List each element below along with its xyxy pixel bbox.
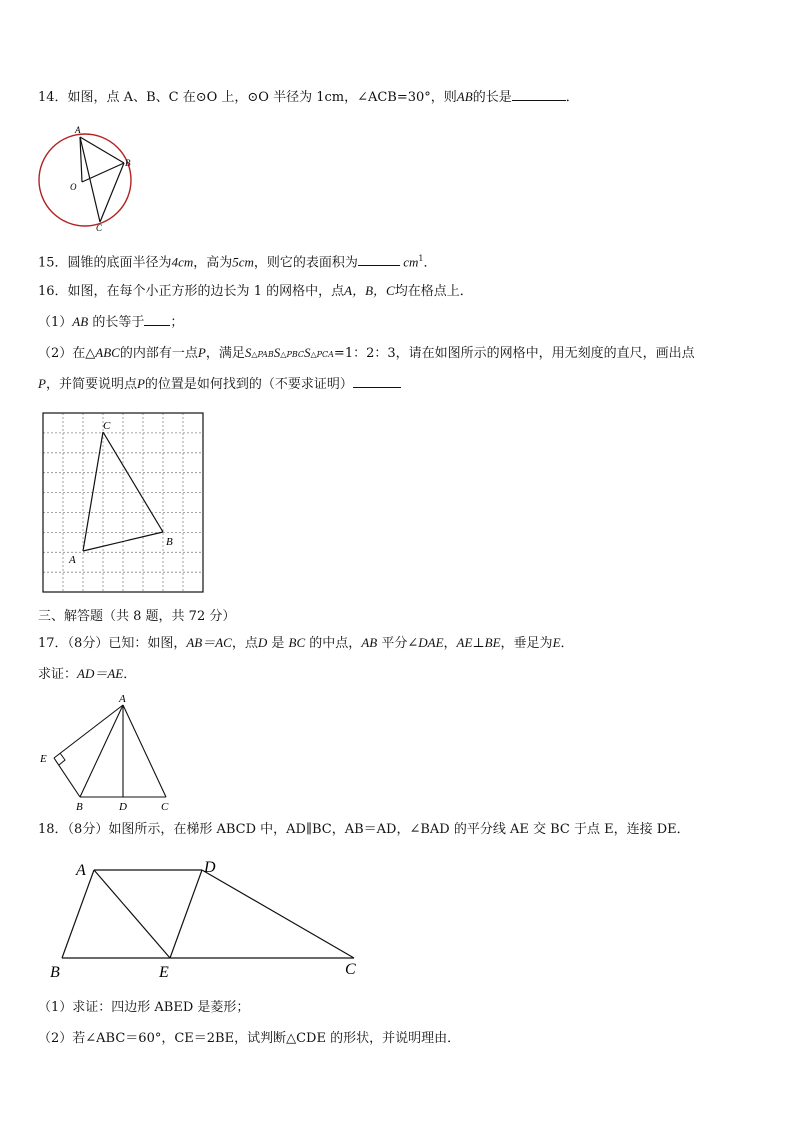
label-b: B	[76, 801, 83, 813]
q17-prove: 求证：AD＝AE．	[38, 666, 137, 682]
label-e: E	[40, 753, 47, 765]
segment-ab	[62, 870, 94, 958]
label-c: C	[96, 223, 103, 233]
label-c: C	[161, 801, 169, 813]
q14-answer-blank[interactable]	[512, 88, 566, 101]
q18-part1: （1）求证：四边形 ABED 是菱形；	[38, 1000, 250, 1015]
segment-de	[170, 870, 202, 958]
label-a: A	[119, 693, 126, 705]
q18-figure	[46, 852, 386, 987]
q16-text: 16．如图，在每个小正方形的边长为 1 的网格中，点A，B，C均在格点上．	[38, 283, 473, 299]
label-o: O	[70, 182, 77, 192]
chord-ac	[80, 137, 100, 222]
label-a: A	[69, 554, 76, 566]
right-angle-mark	[59, 753, 65, 765]
label-a: A	[76, 862, 86, 879]
label-c: C	[103, 420, 111, 432]
label-d: D	[119, 801, 127, 813]
label-b: B	[50, 964, 60, 981]
side-cb	[103, 432, 163, 532]
segment-ab	[80, 705, 123, 797]
label-e: E	[159, 964, 169, 981]
q14-text: 14．如图，点 A、B、C 在⊙O 上，⊙O 半径为 1cm，∠ACB=30°，则AB的长是 ．	[38, 89, 579, 105]
q18-part2: （2）若∠ABC＝60°，CE＝2BE，试判断△CDE 的形状，并说明理由．	[38, 1031, 461, 1046]
q17-figure	[36, 690, 186, 812]
q16-part2: （2）在△ABC的内部有一点P，满足S△PABS△PBCS△PCA=1：2：3，请在如图所示的网格中，用无刻度的直尺，画出点	[38, 345, 695, 361]
label-b: B	[125, 158, 131, 168]
label-b: B	[166, 536, 173, 548]
q16-part1: （1）AB 的长等于 ；	[38, 314, 184, 330]
q18-text: 18．（8分）如图所示，在梯形 ABCD 中，AD∥BC，AB＝AD，∠BAD 的平分线 AE 交 BC 于点 E，连接 DE．	[38, 822, 690, 837]
side-ac	[83, 432, 103, 551]
q15-answer-blank[interactable]	[358, 253, 400, 266]
q16-answer-blank-1[interactable]	[144, 313, 170, 326]
segment-dc	[202, 870, 354, 958]
label-a: A	[75, 125, 81, 135]
section-heading: 三、解答题（共 8 题，共 72 分）	[38, 609, 236, 624]
grid-lines	[43, 413, 203, 592]
q16-part2-cont: P，并简要说明点P的位置是如何找到的（不要求证明）	[38, 375, 401, 394]
q15-text: 15．圆锥的底面半径为4cm，高为5cm，则它的表面积为 $cm^1$．	[38, 254, 437, 271]
q16-grid-figure	[42, 412, 204, 594]
segment-ac	[123, 705, 166, 797]
segment-ae	[54, 705, 123, 758]
arc-ab-label: AB	[456, 89, 473, 104]
q14-circle-figure	[36, 124, 136, 234]
q17-text: 17．（8分）已知：如图，AB＝AC，点D 是 BC 的中点，AB 平分∠DAE，AE⊥BE，垂足为E．	[38, 635, 574, 651]
chord-ab	[80, 137, 124, 163]
segment-ae	[94, 870, 170, 958]
segment-eb	[54, 758, 80, 797]
q16-answer-blank-2[interactable]	[353, 375, 401, 388]
label-c: C	[345, 961, 356, 978]
label-d: D	[204, 859, 216, 876]
